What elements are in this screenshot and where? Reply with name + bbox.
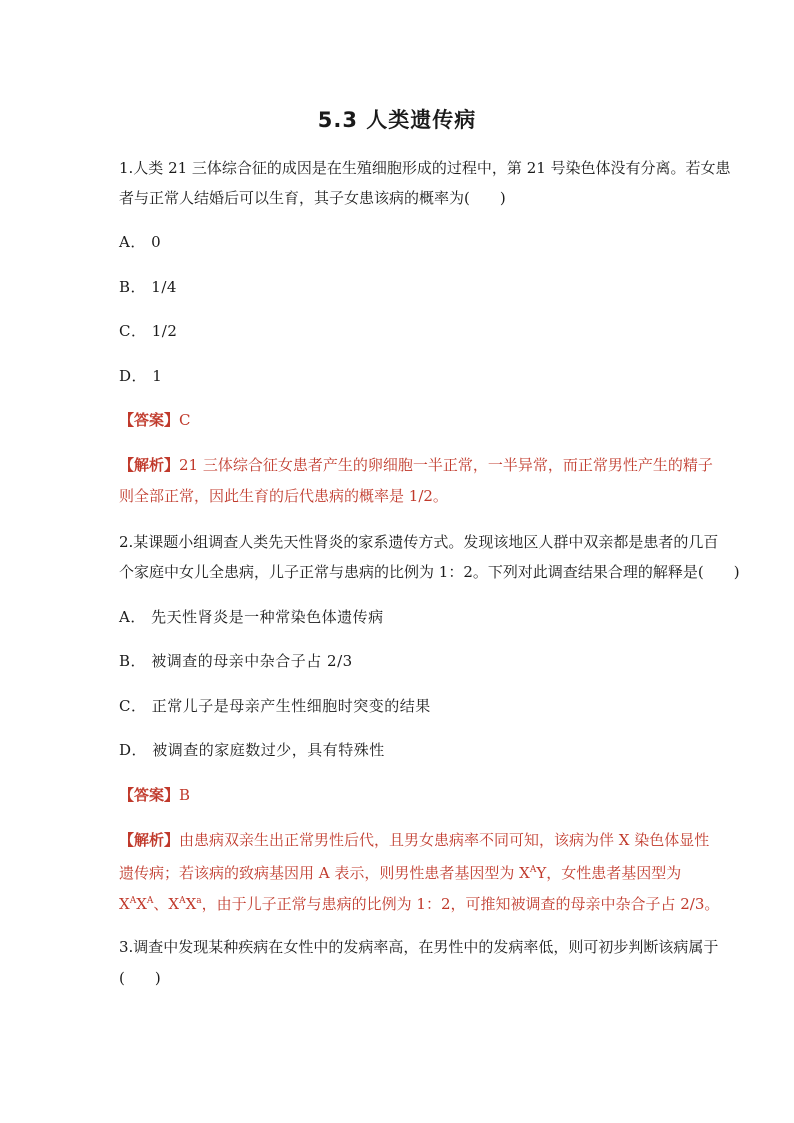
analysis-text: 遗传病；若该病的致病基因用 A 表示，则男性患者基因型为 X: [119, 864, 530, 882]
genotype-text: X: [119, 895, 130, 913]
q3-stem-line1: 3.调查中发现某种疾病在女性中的发病率高，在男性中的发病率低，则可初步判断该病属于: [119, 938, 719, 956]
analysis-text: Y，女性患者基因型为: [536, 864, 682, 882]
genotype-text: 、X: [153, 895, 180, 913]
q1-option-b: B． 1/4: [119, 278, 177, 296]
analysis-label: 【解析】: [119, 831, 180, 849]
q2-analysis-line1: [119, 830, 710, 850]
superscript: a: [196, 896, 202, 906]
q1-option-a: A． 0: [119, 233, 162, 251]
q2-option-b: B． 被调查的母亲中杂合子占 2/3: [119, 652, 353, 670]
answer-value: C: [179, 411, 191, 429]
analysis-label: 【解析】: [119, 456, 180, 474]
q1-option-c: C． 1/2: [119, 322, 178, 340]
superscript: A: [529, 865, 537, 875]
q1-answer: [119, 410, 679, 430]
page-title: 5.3 人类遗传病: [317, 108, 477, 132]
answer-label: 【答案】: [119, 411, 180, 429]
superscript: A: [146, 896, 154, 906]
genotype-text: X: [136, 895, 147, 913]
answer-value: B: [179, 786, 191, 804]
q1-option-d: D． 1: [119, 367, 163, 385]
q1-stem-line1: 1.人类 21 三体综合征的成因是在生殖细胞形成的过程中，第 21 号染色体没有分离。若女患: [119, 159, 731, 177]
q2-option-a: A． 先天性肾炎是一种常染色体遗传病: [119, 608, 384, 626]
q1-analysis-line2: 则全部正常，因此生育的后代患病的概率是 1/2。: [119, 487, 448, 505]
q2-option-d: D． 被调查的家庭数过少，具有特殊性: [119, 741, 385, 759]
q2-stem-line1: 2.某课题小组调查人类先天性肾炎的家系遗传方式。发现该地区人群中双亲都是患者的几百: [119, 533, 719, 551]
answer-label: 【答案】: [119, 786, 180, 804]
q3-stem-line2: ( ): [119, 969, 161, 987]
analysis-text: ，由于儿子正常与患病的比例为 1：2，可推知被调查的母亲中杂合子占 2/3。: [201, 895, 720, 913]
analysis-text: 21 三体综合征女患者产生的卵细胞一半正常，一半异常，而正常男性产生的精子: [179, 456, 713, 474]
analysis-text: 由患病双亲生出正常男性后代，且男女患病率不同可知，该病为伴 X 染色体显性: [179, 831, 710, 849]
superscript: A: [179, 896, 186, 906]
q1-analysis-line1: [119, 455, 713, 475]
q2-analysis-line2: [119, 860, 682, 883]
q1-stem-line2: 者与正常人结婚后可以生育，其子女患该病的概率为( ): [119, 189, 506, 207]
q2-stem-line2: 个家庭中女儿全患病，儿子正常与患病的比例为 1：2。下列对此调查结果合理的解释是( ): [119, 563, 740, 581]
q2-answer: [119, 785, 679, 805]
q2-analysis-line3: [119, 891, 720, 914]
genotype-text: X: [185, 895, 197, 913]
q2-option-c: C． 正常儿子是母亲产生性细胞时突变的结果: [119, 697, 431, 715]
superscript: A: [129, 896, 137, 906]
